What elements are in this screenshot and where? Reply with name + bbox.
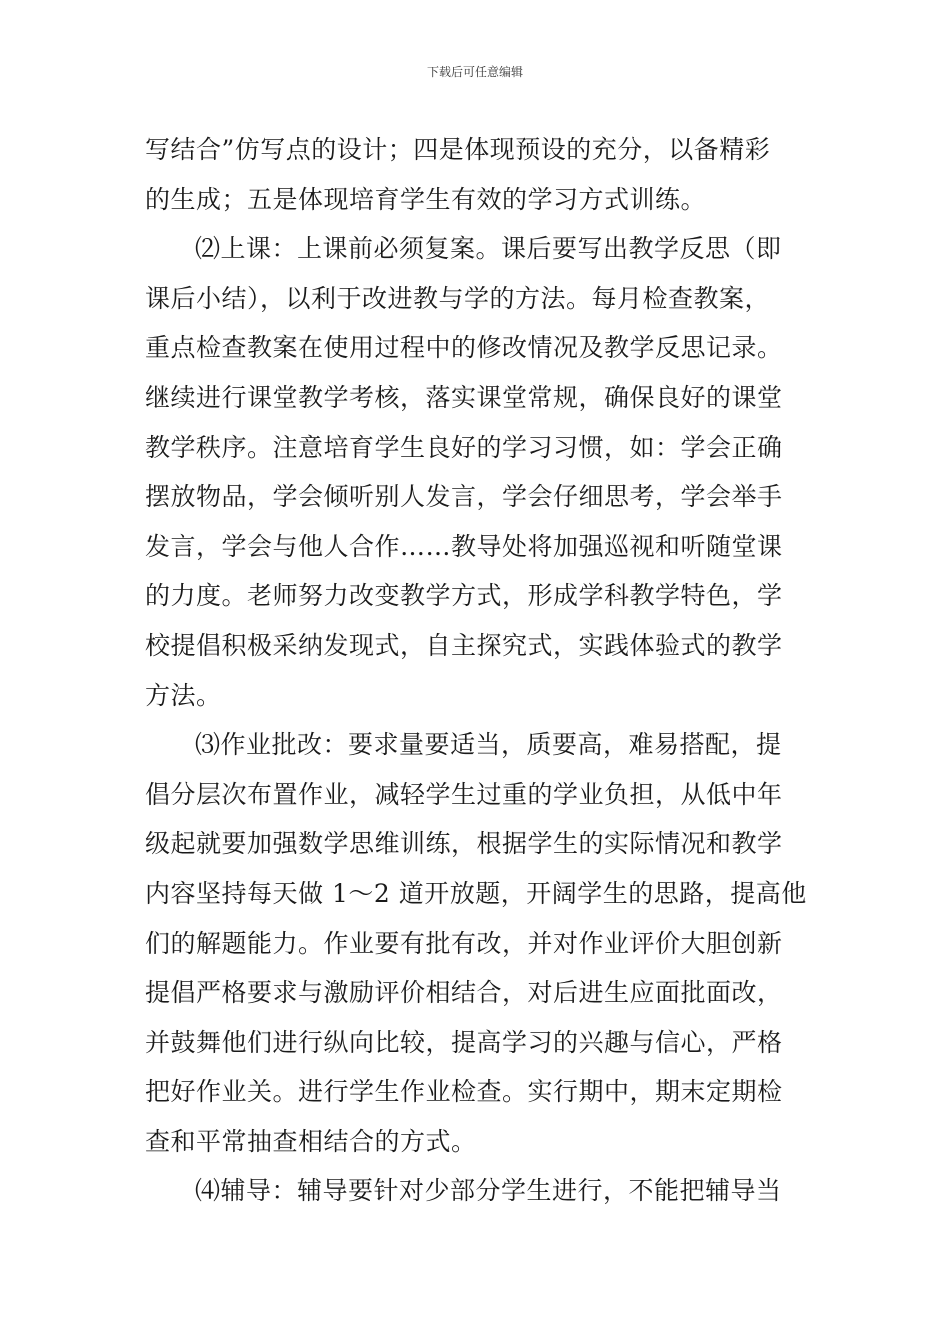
text-line: 方法。 (145, 680, 222, 710)
document-body (145, 125, 810, 1216)
text-line: 继续进行课堂教学考核，落实课堂常规，确保良好的课堂 (145, 382, 783, 412)
text-line: 发言，学会与他人合作……教导处将加强巡视和听随堂课 (145, 531, 783, 561)
text-line: 重点检查教案在使用过程中的修改情况及教学反思记录。 (145, 333, 783, 363)
text-line: 级起就要加强数学思维训练，根据学生的实际情况和教学 (145, 829, 783, 859)
paragraph-start-line: ⑶作业批改：要求量要适当，质要高，难易搭配，提 (195, 730, 782, 760)
text-line: 写结合”仿写点的设计；四是体现预设的充分，以备精彩 (145, 135, 771, 164)
text-line: 查和平常抽查相结合的方式。 (145, 1126, 477, 1156)
text-line: 内容坚持每天做 1～2 道开放题，开阔学生的思路，提高他 (145, 878, 807, 908)
text-line: 教学秩序。注意培育学生良好的学习习惯，如：学会正确 (145, 432, 783, 462)
page-header: 下载后可任意编辑 (426, 65, 523, 79)
text-line: 课后小结），以利于改进教与学的方法。每月检查教案， (145, 283, 771, 313)
text-line: 们的解题能力。作业要有批有改，并对作业评价大胆创新 (145, 928, 783, 958)
paragraph-start-line: ⑵上课：上课前必须复案。课后要写出教学反思（即 (195, 234, 782, 264)
text-line: 校提倡积极采纳发现式，自主探究式，实践体验式的教学 (145, 630, 783, 660)
text-line: 并鼓舞他们进行纵向比较，提高学习的兴趣与信心，严格 (145, 1027, 783, 1057)
text-line: 的力度。老师努力改变教学方式，形成学科教学特色，学 (145, 581, 783, 611)
text-line: 摆放物品，学会倾听别人发言，学会仔细思考，学会举手 (145, 482, 783, 512)
text-line: 提倡严格要求与激励评价相结合，对后进生应面批面改， (145, 978, 783, 1008)
text-line: 倡分层次布置作业，减轻学生过重的学业负担，从低中年 (145, 779, 783, 809)
text-line: 的生成；五是体现培育学生有效的学习方式训练。 (145, 184, 707, 214)
paragraph-start-line: ⑷辅导：辅导要针对少部分学生进行，不能把辅导当 (195, 1176, 782, 1206)
text-line: 把好作业关。进行学生作业检查。实行期中，期末定期检 (145, 1077, 783, 1107)
